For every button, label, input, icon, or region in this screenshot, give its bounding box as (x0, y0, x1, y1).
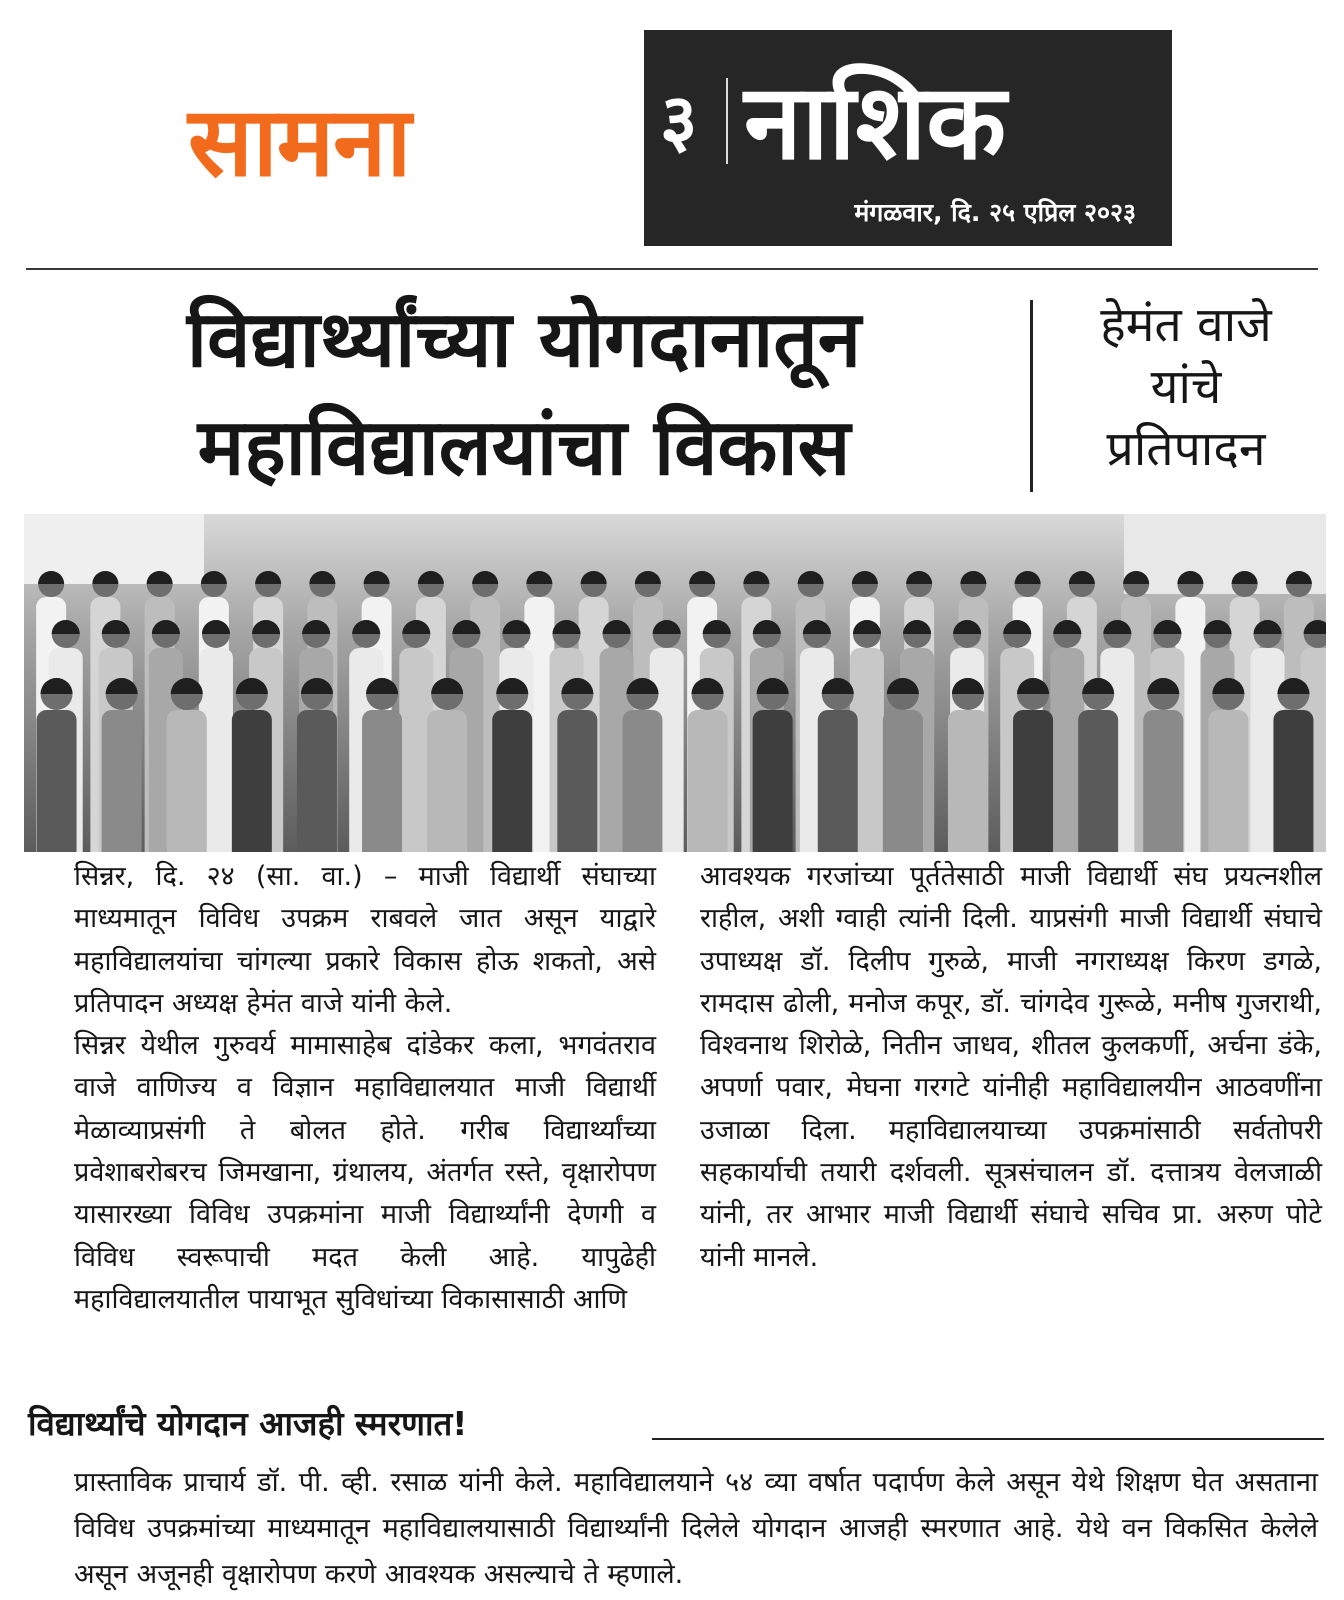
person-body (1273, 710, 1313, 852)
masthead-band (644, 30, 1172, 246)
person-body (1208, 710, 1248, 852)
newspaper-logo: सामना (188, 86, 411, 198)
box-subheading: विद्यार्थ्यांचे योगदान आजही स्मरणात! (28, 1404, 468, 1443)
article-paragraph: सिन्नर येथील गुरुवर्य मामासाहेब दांडेकर कला, भगवंतराव वाजे वाणिज्य व विज्ञान महाविद्यालयात माजी विद्यार्थी मेळाव्याप्रसंगी ते बोलत होते. गरीब विद्यार्थ्यांच्या प्रवेशाबरोबरच जिमखाना, ग्रंथालय, अंतर्गत रस्ते, वृक्षारोपण यासारख्या विविध उपक्रमांना माजी विद्यार्थ्यांनी देणगी व विविध स्वरूपाची मदत केली आहे. यापुढेही महाविद्यालयातील पायाभूत सुविधांच्या विकासासाठी आणि (74, 1030, 656, 1315)
person-body (1013, 710, 1053, 852)
group-photo (24, 514, 1326, 852)
person-body (232, 710, 272, 852)
headline-line: महाविद्यालयांचा विकास (197, 403, 851, 493)
masthead-divider (726, 78, 728, 164)
person-body (1143, 710, 1183, 852)
person-body (492, 710, 532, 852)
box-paragraph: प्रास्ताविक प्राचार्य डॉ. पी. व्ही. रसाळ यांनी केले. महाविद्यालयाने ५४ व्या वर्षात पदार्पण केले असून येथे शिक्षण घेत असताना विविध उपक्रमांच्या माध्यमातून महाविद्यालयासाठी विद्यार्थ्यांनी दिलेले योगदान आजही स्मरणात आहे. येथे वन विकसित केलेले असून अजूनही वृक्षारोपण करणे आवश्यक असल्याचे ते म्हणाले. (74, 1467, 1318, 1590)
person-body (37, 710, 77, 852)
person-body (167, 710, 207, 852)
article-body-left (28, 856, 656, 1321)
byline-line: यांचे (1150, 359, 1222, 415)
person-body (622, 710, 662, 852)
person-body (883, 710, 923, 852)
byline (1046, 294, 1326, 480)
person-body (948, 710, 988, 852)
group-photo-image (24, 514, 1326, 852)
person-body (557, 710, 597, 852)
page-title (34, 286, 1014, 502)
box-text (28, 1460, 1318, 1598)
article-paragraph: आवश्यक गरजांच्या पूर्ततेसाठी माजी विद्यार्थी संघ प्रयत्नशील राहील, अशी ग्वाही त्यांनी दिली. याप्रसंगी माजी विद्यार्थी संघाचे उपाध्यक्ष डॉ. दिलीप गुरुळे, माजी नगराध्यक्ष किरण डगळे, रामदास ढोली, मनोज कपूर, डॉ. चांगदेव गुरूळे, मनीष गुजराथी, विश्वनाथ शिरोळे, नितीन जाधव, शीतल कुलकर्णी, अर्चना डंके, अपर्णा पवार, मेघना गरगटे यांनीही महाविद्यालयीन आठवणींना उजाळा दिला. महाविद्यालयाच्या उपक्रमांसाठी सर्वतोपरी सहकार्याची तयारी दर्शवली. सूत्रसंचालन डॉ. दत्तात्रय वेलजाळी यांनी, तर आभार माजी विद्यार्थी संघाचे सचिव प्रा. अरुण पोटे यांनी मानले. (700, 861, 1322, 1273)
person-body (297, 710, 337, 852)
person-body (362, 710, 402, 852)
edition-name: नाशिक (744, 61, 1007, 183)
byline-line: हेमंत वाजे (1100, 297, 1272, 353)
person-body (1078, 710, 1118, 852)
page-number: ३ (660, 78, 698, 162)
issue-date: मंगळवार, दि. २५ एप्रिल २०२३ (854, 198, 1136, 227)
person-body (688, 710, 728, 852)
byline-line: प्रतिपादन (1106, 421, 1266, 477)
subheading-rule (652, 1438, 1324, 1440)
byline-divider (1030, 300, 1033, 492)
person-body (753, 710, 793, 852)
top-rule (26, 268, 1318, 270)
article-paragraph: सिन्नर, दि. २४ (सा. वा.) – माजी विद्यार्थी संघाच्या माध्यमातून विविध उपक्रम राबवले जात असून याद्वारे महाविद्यालयांचा चांगल्या प्रकारे विकास होऊ शकतो, असे प्रतिपादन अध्यक्ष हेमंत वाजे यांनी केले. (74, 861, 656, 1019)
headline-line: विद्यार्थ्यांच्या योगदानातून (186, 295, 862, 385)
article-body-right (700, 856, 1322, 1279)
person-body (818, 710, 858, 852)
person-body (427, 710, 467, 852)
person-body (102, 710, 142, 852)
